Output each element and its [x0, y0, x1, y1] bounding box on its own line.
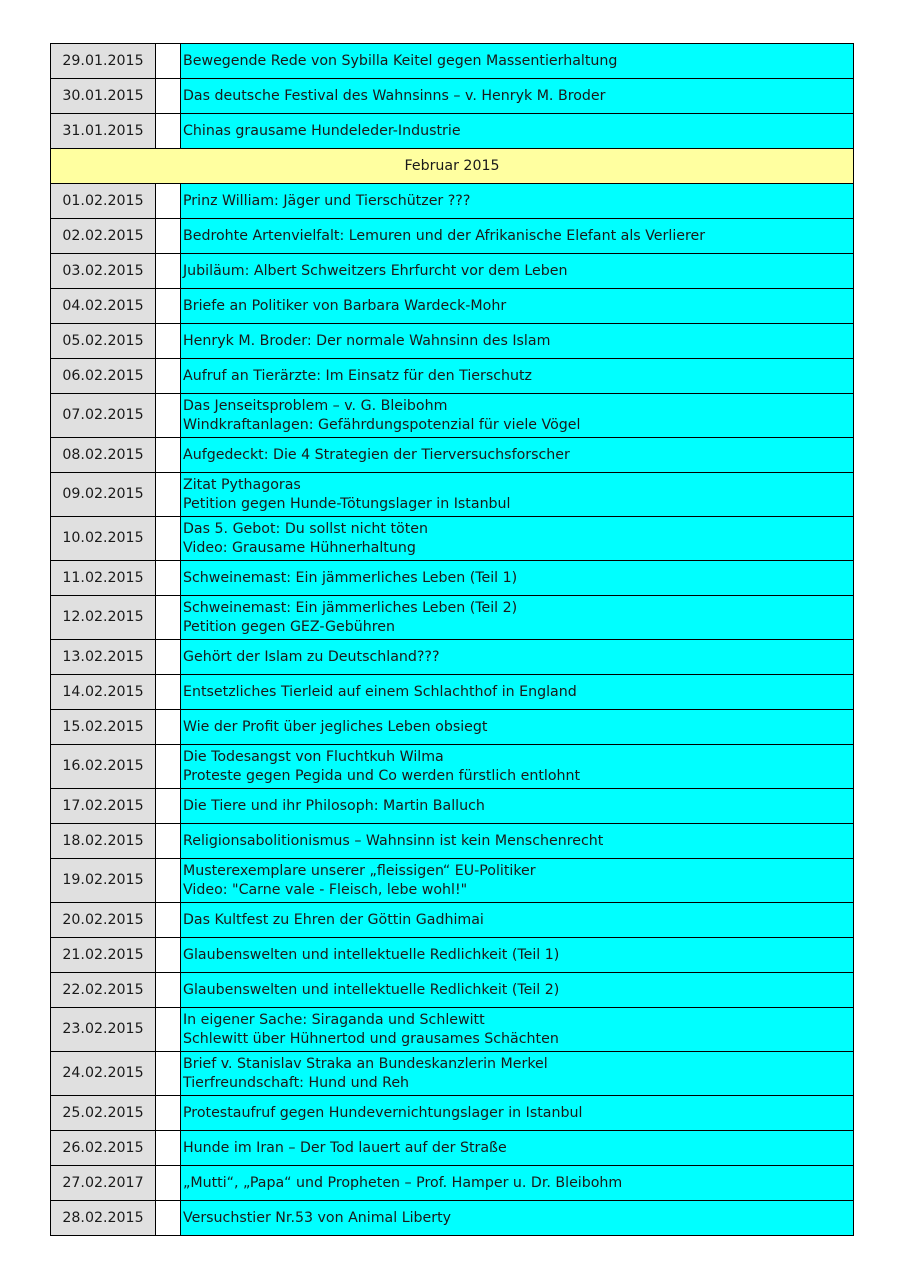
row-title-cell — [181, 1096, 854, 1131]
table-row — [51, 1096, 854, 1131]
article-title[interactable]: Petition gegen GEZ-Gebühren — [183, 618, 395, 635]
row-spacer-cell — [156, 824, 181, 859]
row-date: 01.02.2015 — [51, 184, 156, 219]
article-title[interactable]: Glaubenswelten und intellektuelle Redlichkeit (Teil 2) — [183, 981, 560, 998]
row-title-cell — [181, 1052, 854, 1096]
article-title[interactable]: Bedrohte Artenvielfalt: Lemuren und der Afrikanische Elefant als Verlierer — [183, 227, 706, 244]
row-spacer-cell — [156, 973, 181, 1008]
row-spacer-cell — [156, 710, 181, 745]
article-index-table — [50, 43, 854, 1236]
row-title-cell — [181, 938, 854, 973]
row-spacer-cell — [156, 324, 181, 359]
row-date: 05.02.2015 — [51, 324, 156, 359]
row-title-cell — [181, 44, 854, 79]
row-date: 22.02.2015 — [51, 973, 156, 1008]
article-index-body — [51, 44, 854, 1236]
row-title-cell — [181, 596, 854, 640]
table-row — [51, 745, 854, 789]
row-spacer-cell — [156, 114, 181, 149]
article-title[interactable]: Wie der Profit über jegliches Leben obsiegt — [183, 718, 488, 735]
row-date: 10.02.2015 — [51, 517, 156, 561]
row-spacer-cell — [156, 938, 181, 973]
row-spacer-cell — [156, 184, 181, 219]
table-row — [51, 44, 854, 79]
row-date: 24.02.2015 — [51, 1052, 156, 1096]
row-date: 29.01.2015 — [51, 44, 156, 79]
table-row — [51, 973, 854, 1008]
table-row — [51, 640, 854, 675]
row-date: 14.02.2015 — [51, 675, 156, 710]
row-title-cell — [181, 1131, 854, 1166]
row-date: 06.02.2015 — [51, 359, 156, 394]
table-row — [51, 710, 854, 745]
row-title-cell — [181, 289, 854, 324]
row-date: 31.01.2015 — [51, 114, 156, 149]
table-row — [51, 675, 854, 710]
row-date: 28.02.2015 — [51, 1201, 156, 1236]
row-date: 19.02.2015 — [51, 859, 156, 903]
row-title-cell — [181, 824, 854, 859]
row-spacer-cell — [156, 473, 181, 517]
row-date: 23.02.2015 — [51, 1008, 156, 1052]
table-row — [51, 789, 854, 824]
row-title-cell — [181, 359, 854, 394]
article-title[interactable]: Chinas grausame Hundeleder-Industrie — [183, 122, 461, 139]
row-spacer-cell — [156, 1096, 181, 1131]
article-title[interactable]: „Mutti“, „Papa“ und Propheten – Prof. Hamper u. Dr. Bleibohm — [183, 1174, 623, 1191]
article-title[interactable]: Brief v. Stanislav Straka an Bundeskanzlerin Merkel — [183, 1055, 548, 1072]
article-title[interactable]: Die Tiere und ihr Philosoph: Martin Balluch — [183, 797, 485, 814]
row-title-cell — [181, 114, 854, 149]
table-row — [51, 79, 854, 114]
article-title[interactable]: Briefe an Politiker von Barbara Wardeck-Mohr — [183, 297, 507, 314]
row-spacer-cell — [156, 789, 181, 824]
row-spacer-cell — [156, 254, 181, 289]
article-title[interactable]: Schweinemast: Ein jämmerliches Leben (Teil 1) — [183, 569, 518, 586]
row-spacer-cell — [156, 640, 181, 675]
row-spacer-cell — [156, 596, 181, 640]
row-date: 25.02.2015 — [51, 1096, 156, 1131]
article-title[interactable]: Video: "Carne vale - Fleisch, lebe wohl!" — [183, 881, 468, 898]
table-row — [51, 1008, 854, 1052]
article-title[interactable]: Musterexemplare unserer „fleissigen“ EU-Politiker — [183, 862, 536, 879]
row-date: 16.02.2015 — [51, 745, 156, 789]
table-row — [51, 1131, 854, 1166]
row-title-cell — [181, 438, 854, 473]
row-date: 21.02.2015 — [51, 938, 156, 973]
article-title[interactable]: Prinz William: Jäger und Tierschützer ??? — [183, 192, 471, 209]
table-row — [51, 938, 854, 973]
row-date: 11.02.2015 — [51, 561, 156, 596]
article-title[interactable]: In eigener Sache: Siraganda und Schlewitt — [183, 1011, 485, 1028]
row-spacer-cell — [156, 903, 181, 938]
row-title-cell — [181, 903, 854, 938]
row-title-cell — [181, 745, 854, 789]
article-title[interactable]: Video: Grausame Hühnerhaltung — [183, 539, 416, 556]
row-spacer-cell — [156, 79, 181, 114]
row-spacer-cell — [156, 1166, 181, 1201]
table-row — [51, 1166, 854, 1201]
row-date: 13.02.2015 — [51, 640, 156, 675]
table-row — [51, 219, 854, 254]
row-title-cell — [181, 973, 854, 1008]
article-title[interactable]: Schweinemast: Ein jämmerliches Leben (Teil 2) — [183, 599, 518, 616]
table-row — [51, 1201, 854, 1236]
row-title-cell — [181, 254, 854, 289]
table-row — [51, 394, 854, 438]
row-spacer-cell — [156, 561, 181, 596]
row-spacer-cell — [156, 675, 181, 710]
month-header-row — [51, 149, 854, 184]
row-title-cell — [181, 324, 854, 359]
row-date: 03.02.2015 — [51, 254, 156, 289]
article-title[interactable]: Religionsabolitionismus – Wahnsinn ist kein Menschenrecht — [183, 832, 604, 849]
row-date: 17.02.2015 — [51, 789, 156, 824]
article-title[interactable]: Proteste gegen Pegida und Co werden fürstlich entlohnt — [183, 767, 581, 784]
row-date: 30.01.2015 — [51, 79, 156, 114]
article-title[interactable]: Aufruf an Tierärzte: Im Einsatz für den Tierschutz — [183, 367, 533, 384]
row-spacer-cell — [156, 745, 181, 789]
row-date: 08.02.2015 — [51, 438, 156, 473]
article-title[interactable]: Zitat Pythagoras — [183, 476, 301, 493]
table-row — [51, 184, 854, 219]
article-title[interactable]: Tierfreundschaft: Hund und Reh — [183, 1074, 410, 1091]
article-title[interactable]: Henryk M. Broder: Der normale Wahnsinn des Islam — [183, 332, 551, 349]
row-date: 07.02.2015 — [51, 394, 156, 438]
row-title-cell — [181, 710, 854, 745]
row-spacer-cell — [156, 1008, 181, 1052]
table-row — [51, 289, 854, 324]
row-date: 12.02.2015 — [51, 596, 156, 640]
row-title-cell — [181, 394, 854, 438]
row-title-cell — [181, 184, 854, 219]
table-row — [51, 903, 854, 938]
article-title[interactable]: Das Kultfest zu Ehren der Göttin Gadhimai — [183, 911, 484, 928]
row-title-cell — [181, 789, 854, 824]
row-spacer-cell — [156, 438, 181, 473]
row-date: 04.02.2015 — [51, 289, 156, 324]
row-title-cell — [181, 79, 854, 114]
row-date: 15.02.2015 — [51, 710, 156, 745]
row-title-cell — [181, 561, 854, 596]
row-title-cell — [181, 640, 854, 675]
row-date: 02.02.2015 — [51, 219, 156, 254]
row-spacer-cell — [156, 1052, 181, 1096]
table-row — [51, 1052, 854, 1096]
article-title[interactable]: Das Jenseitsproblem – v. G. Bleibohm — [183, 397, 448, 414]
table-row — [51, 824, 854, 859]
table-row — [51, 561, 854, 596]
row-title-cell — [181, 859, 854, 903]
article-title[interactable]: Aufgedeckt: Die 4 Strategien der Tierversuchsforscher — [183, 446, 570, 463]
row-spacer-cell — [156, 1201, 181, 1236]
row-spacer-cell — [156, 359, 181, 394]
article-title[interactable]: Das 5. Gebot: Du sollst nicht töten — [183, 520, 428, 537]
month-header: Februar 2015 — [51, 149, 854, 184]
row-title-cell — [181, 219, 854, 254]
row-spacer-cell — [156, 394, 181, 438]
row-spacer-cell — [156, 289, 181, 324]
row-title-cell — [181, 1166, 854, 1201]
row-date: 09.02.2015 — [51, 473, 156, 517]
article-title[interactable]: Das deutsche Festival des Wahnsinns – v. Henryk M. Broder — [183, 87, 606, 104]
table-row — [51, 114, 854, 149]
row-spacer-cell — [156, 219, 181, 254]
table-row — [51, 859, 854, 903]
row-date: 18.02.2015 — [51, 824, 156, 859]
article-title[interactable]: Windkraftanlagen: Gefährdungspotenzial für viele Vögel — [183, 416, 581, 433]
table-row — [51, 517, 854, 561]
table-row — [51, 596, 854, 640]
article-title[interactable]: Die Todesangst von Fluchtkuh Wilma — [183, 748, 444, 765]
row-date: 27.02.2017 — [51, 1166, 156, 1201]
article-index-sheet — [50, 43, 854, 1236]
row-date: 26.02.2015 — [51, 1131, 156, 1166]
article-title[interactable]: Bewegende Rede von Sybilla Keitel gegen Massentierhaltung — [183, 52, 618, 69]
article-title[interactable]: Glaubenswelten und intellektuelle Redlichkeit (Teil 1) — [183, 946, 560, 963]
row-title-cell — [181, 1201, 854, 1236]
row-title-cell — [181, 517, 854, 561]
article-title[interactable]: Gehört der Islam zu Deutschland??? — [183, 648, 440, 665]
row-title-cell — [181, 675, 854, 710]
row-date: 20.02.2015 — [51, 903, 156, 938]
table-row — [51, 473, 854, 517]
table-row — [51, 324, 854, 359]
article-title[interactable]: Entsetzliches Tierleid auf einem Schlachthof in England — [183, 683, 577, 700]
table-row — [51, 438, 854, 473]
article-title[interactable]: Hunde im Iran – Der Tod lauert auf der Straße — [183, 1139, 507, 1156]
row-spacer-cell — [156, 859, 181, 903]
row-spacer-cell — [156, 1131, 181, 1166]
table-row — [51, 254, 854, 289]
row-title-cell — [181, 473, 854, 517]
table-row — [51, 359, 854, 394]
article-title[interactable]: Schlewitt über Hühnertod und grausames Schächten — [183, 1030, 559, 1047]
row-spacer-cell — [156, 44, 181, 79]
article-title[interactable]: Petition gegen Hunde-Tötungslager in Istanbul — [183, 495, 511, 512]
row-spacer-cell — [156, 517, 181, 561]
article-title[interactable]: Versuchstier Nr.53 von Animal Liberty — [183, 1209, 452, 1226]
row-title-cell — [181, 1008, 854, 1052]
article-title[interactable]: Protestaufruf gegen Hundevernichtungslager in Istanbul — [183, 1104, 583, 1121]
article-title[interactable]: Jubiläum: Albert Schweitzers Ehrfurcht vor dem Leben — [183, 262, 568, 279]
